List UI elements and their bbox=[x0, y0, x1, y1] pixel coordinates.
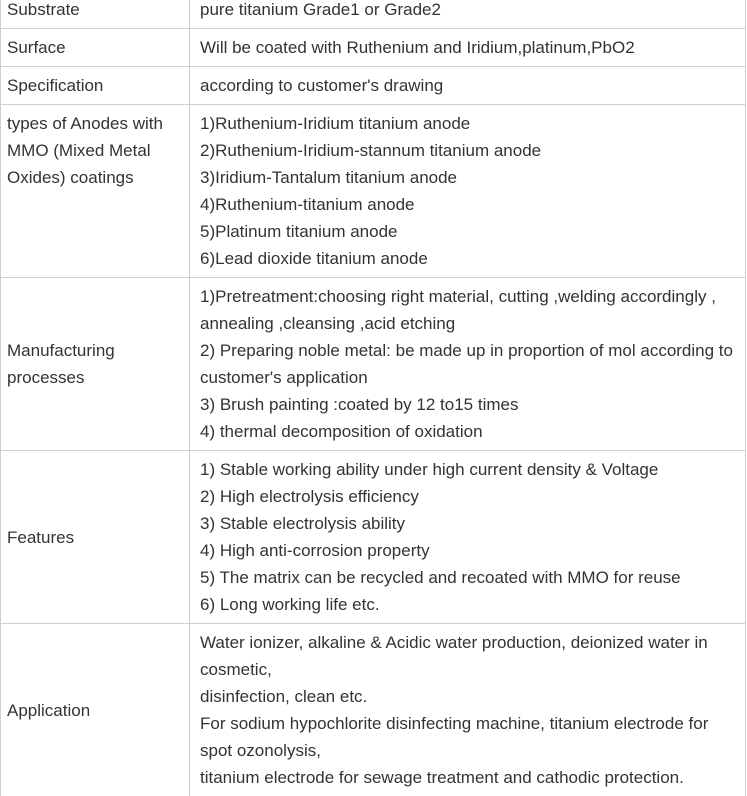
value-line: pure titanium Grade1 or Grade2 bbox=[200, 0, 737, 23]
row-value bbox=[190, 451, 746, 624]
value-line: 1)Ruthenium-Iridium titanium anode bbox=[200, 110, 737, 137]
value-line: 2) High electrolysis efficiency bbox=[200, 483, 737, 510]
row-value bbox=[190, 278, 746, 451]
table-row bbox=[1, 29, 746, 67]
value-line: 2)Ruthenium-Iridium-stannum titanium anode bbox=[200, 137, 737, 164]
value-line: 3)Iridium-Tantalum titanium anode bbox=[200, 164, 737, 191]
table-row bbox=[1, 67, 746, 105]
value-line: 3) Stable electrolysis ability bbox=[200, 510, 737, 537]
value-line: 5) The matrix can be recycled and recoated with MMO for reuse bbox=[200, 564, 737, 591]
value-line: 2) Preparing noble metal: be made up in proportion of mol according to customer's application bbox=[200, 337, 737, 391]
value-line: 6)Lead dioxide titanium anode bbox=[200, 245, 737, 272]
table-row bbox=[1, 0, 746, 29]
value-line: 5)Platinum titanium anode bbox=[200, 218, 737, 245]
value-line: 1)Pretreatment:choosing right material, cutting ,welding accordingly , annealing ,cleansing ,acid etching bbox=[200, 283, 737, 337]
row-label: Application bbox=[1, 624, 190, 796]
row-label: Features bbox=[1, 451, 190, 624]
row-label: types of Anodes with MMO (Mixed Metal Oxides) coatings bbox=[1, 105, 190, 278]
value-line: 4) thermal decomposition of oxidation bbox=[200, 418, 737, 445]
table-row bbox=[1, 278, 746, 451]
table-row bbox=[1, 624, 746, 796]
row-value bbox=[190, 105, 746, 278]
value-line: 3) Brush painting :coated by 12 to15 times bbox=[200, 391, 737, 418]
row-value bbox=[190, 0, 746, 29]
row-label: Surface bbox=[1, 29, 190, 67]
row-label: Specification bbox=[1, 67, 190, 105]
table-row bbox=[1, 105, 746, 278]
row-label: Substrate bbox=[1, 0, 190, 29]
value-line: titanium electrode for sewage treatment and cathodic protection. bbox=[200, 764, 737, 791]
value-line: Will be coated with Ruthenium and Iridium,platinum,PbO2 bbox=[200, 34, 737, 61]
value-line: according to customer's drawing bbox=[200, 72, 737, 99]
value-line: 6) Long working life etc. bbox=[200, 591, 737, 618]
table-row bbox=[1, 451, 746, 624]
value-line: 4)Ruthenium-titanium anode bbox=[200, 191, 737, 218]
row-value bbox=[190, 29, 746, 67]
value-line: 1) Stable working ability under high current density & Voltage bbox=[200, 456, 737, 483]
value-line: Water ionizer, alkaline & Acidic water production, deionized water in cosmetic, bbox=[200, 629, 737, 683]
value-line: For sodium hypochlorite disinfecting machine, titanium electrode for spot ozonolysis, bbox=[200, 710, 737, 764]
row-value bbox=[190, 624, 746, 796]
row-label: Manufacturing processes bbox=[1, 278, 190, 451]
value-line: 4) High anti-corrosion property bbox=[200, 537, 737, 564]
row-value bbox=[190, 67, 746, 105]
value-line: disinfection, clean etc. bbox=[200, 683, 737, 710]
